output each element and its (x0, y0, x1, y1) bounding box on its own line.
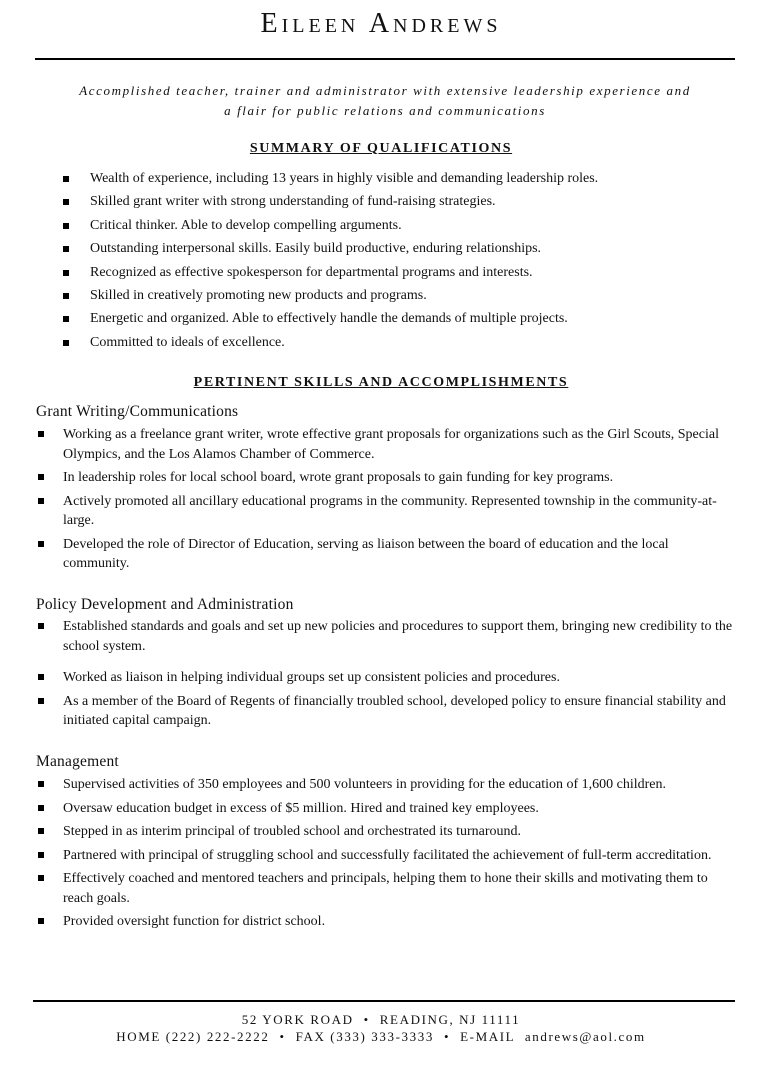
summary-heading: SUMMARY OF QUALIFICATIONS (249, 141, 513, 156)
email-address[interactable]: andrews@aol.com (524, 1029, 646, 1044)
summary-item: Committed to ideals of excellence. (62, 334, 742, 352)
email-label: E-MAIL (460, 1029, 516, 1044)
grant-writing-item: Working as a freelance grant writer, wrote effective grant proposals for organizations such as the Girl Scouts, Special Olympics, and the Los Alamos Chamber of Commerce. (36, 425, 736, 464)
policy-item: As a member of the Board of Regents of financially troubled school, developed policy to ensure financial stability and initiated capital campaign. (36, 692, 736, 731)
summary-item: Recognized as effective spokesperson for departmental programs and interests. (62, 264, 742, 282)
summary-item: Wealth of experience, including 13 years in highly visible and demanding leadership roles. (62, 170, 742, 188)
address-line (0, 1012, 762, 1028)
management-item: Oversaw education budget in excess of $5 million. Hired and trained key employees. (36, 799, 736, 819)
city-state-zip: READING, NJ 11111 (379, 1012, 521, 1027)
management-item: Stepped in as interim principal of troubled school and orchestrated its turnaround. (36, 822, 736, 842)
skills-heading: PERTINENT SKILLS AND ACCOMPLISHMENTS (193, 375, 569, 390)
summary-item: Outstanding interpersonal skills. Easily build productive, enduring relationships. (62, 240, 742, 258)
grant-writing-item: Developed the role of Director of Education, serving as liaison between the board of education and the local community. (36, 535, 736, 574)
separator-dot: • (363, 1012, 370, 1027)
separator-dot: • (279, 1029, 286, 1044)
summary-item: Energetic and organized. Able to effectively handle the demands of multiple projects. (62, 310, 742, 328)
street-address: 52 YORK ROAD (241, 1012, 354, 1027)
contact-line (0, 1029, 762, 1045)
management-heading: Management (36, 753, 119, 770)
summary-list (62, 170, 742, 357)
grant-writing-list (36, 425, 736, 578)
summary-item: Skilled grant writer with strong understanding of fund-raising strategies. (62, 193, 742, 211)
management-item: Partnered with principal of struggling school and successfully facilitated the achievement of full-term accreditation. (36, 846, 736, 866)
header-divider (35, 58, 735, 60)
grant-writing-item: In leadership roles for local school board, wrote grant proposals to gain funding for key programs. (36, 468, 736, 488)
fax-number: FAX (333) 333-3333 (295, 1029, 434, 1044)
policy-heading: Policy Development and Administration (36, 596, 294, 613)
summary-item: Critical thinker. Able to develop compelling arguments. (62, 217, 742, 235)
policy-list (36, 617, 736, 735)
tagline-line-2: a flair for public relations and communications (224, 103, 546, 118)
tagline-line-1: Accomplished teacher, trainer and administrator with extensive leadership experience and (79, 83, 691, 98)
management-item: Supervised activities of 350 employees and 500 volunteers in providing for the education of 1,600 children. (36, 775, 736, 795)
management-item: Provided oversight function for district school. (36, 912, 736, 932)
policy-item: Worked as liaison in helping individual groups set up consistent policies and procedures. (36, 668, 736, 688)
policy-item: Established standards and goals and set up new policies and procedures to support them, bringing new credibility to the school system. (36, 617, 736, 656)
separator-dot: • (443, 1029, 451, 1044)
candidate-name: Eileen Andrews (260, 8, 502, 39)
footer-divider (33, 1000, 735, 1002)
grant-writing-heading: Grant Writing/Communications (36, 403, 239, 420)
management-list (36, 775, 736, 936)
summary-item: Skilled in creatively promoting new products and programs. (62, 287, 742, 305)
grant-writing-item: Actively promoted all ancillary educational programs in the community. Represented township in the community-at-large. (36, 492, 736, 531)
management-item: Effectively coached and mentored teachers and principals, helping them to hone their skills and motivating them to reach goals. (36, 869, 736, 908)
profile-tagline (60, 81, 710, 121)
home-phone: HOME (222) 222-2222 (116, 1029, 270, 1044)
